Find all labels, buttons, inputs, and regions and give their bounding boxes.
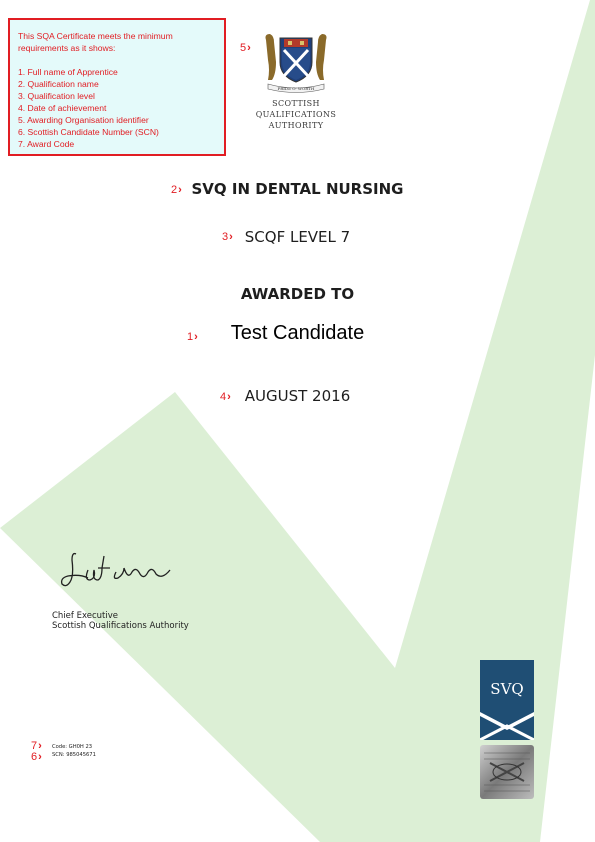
authority-line: SCOTTISH (272, 99, 320, 108)
svq-logo-text: SVQ (490, 680, 524, 698)
marker-number: 6 (31, 751, 38, 763)
achievement-date: AUGUST 2016 (244, 387, 351, 405)
chevron-right-icon: › (38, 740, 42, 752)
chevron-right-icon: › (38, 751, 42, 763)
chevron-right-icon: › (229, 231, 233, 243)
hologram-seal (480, 745, 534, 799)
list-item: 4. Date of achievement (18, 103, 107, 113)
list-item: 7. Award Code (18, 139, 75, 149)
chevron-right-icon: › (194, 331, 198, 343)
crest-motto: PRIDE O' WORTH (277, 86, 315, 91)
marker-number: 5 (240, 42, 247, 54)
signatory-title: Chief Executive (52, 611, 118, 621)
authority-line: QUALIFICATIONS (255, 110, 337, 119)
note-intro: This SQA Certificate meets the minimum requirements as it shows: (18, 31, 173, 53)
signatory-organisation: Scottish Qualifications Authority (52, 621, 189, 631)
list-item: 5. Awarding Organisation identifier (18, 115, 149, 125)
marker-number: 4 (220, 391, 227, 403)
requirements-list (18, 66, 218, 150)
candidate-name: Test Candidate (230, 322, 365, 344)
marker-6 (31, 751, 42, 763)
authority-line: AUTHORITY (268, 121, 324, 130)
signatory-block (52, 611, 189, 631)
candidate-number: SCN: 985045671 (52, 751, 96, 758)
list-item: 2. Qualification name (18, 79, 99, 89)
marker-5 (240, 42, 251, 54)
list-item: 6. Scottish Candidate Number (SCN) (18, 127, 159, 137)
marker-number: 1 (187, 331, 194, 343)
list-item: 3. Qualification level (18, 91, 95, 101)
list-item: 1. Full name of Apprentice (18, 67, 118, 77)
requirements-note (8, 18, 226, 156)
chevron-right-icon: › (178, 184, 182, 196)
sqa-crest-logo (262, 32, 330, 94)
sqa-authority-name (248, 98, 344, 131)
award-code: Code: GH0H 23 (52, 744, 93, 750)
chevron-right-icon: › (227, 391, 231, 403)
marker-number: 2 (171, 184, 178, 196)
marker-number: 3 (222, 231, 229, 243)
qualification-level: SCQF LEVEL 7 (244, 228, 351, 246)
award-codes (52, 744, 96, 759)
marker-number: 7 (31, 740, 38, 752)
chevron-right-icon: › (247, 42, 251, 54)
svq-logo (480, 660, 534, 740)
awarded-to-heading: AWARDED TO (240, 285, 355, 303)
qualification-name: SVQ IN DENTAL NURSING (191, 180, 404, 198)
signature-image (58, 550, 188, 596)
